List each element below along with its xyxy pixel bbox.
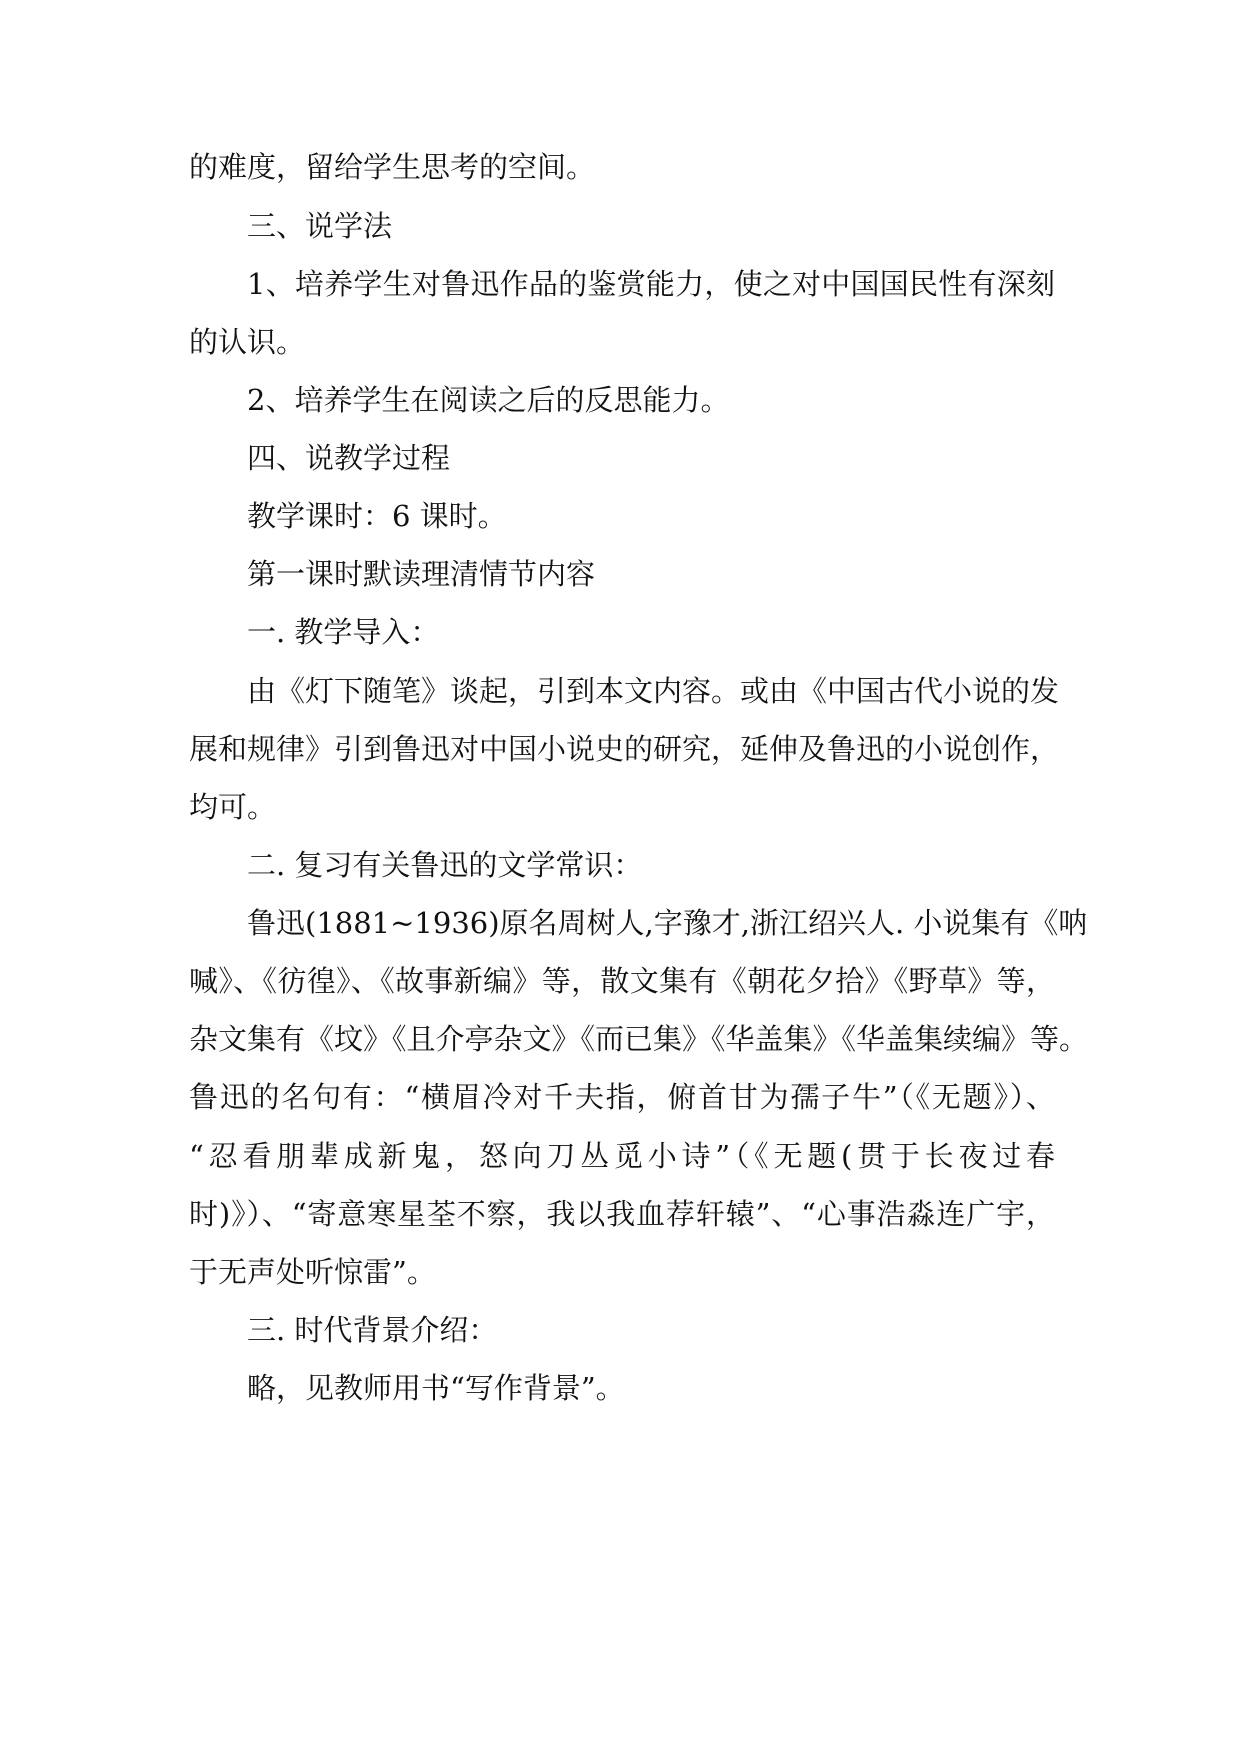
text-line: “忍看朋辈成新鬼，怒向刀丛觅小诗”（《无题(贯于长夜过春 — [189, 1139, 1055, 1173]
subsection-heading: 第一课时默读理清情节内容 — [247, 557, 596, 591]
text-line: 杂文集有《坟》《且介亭杂文》《而已集》《华盖集》《华盖集续编》等。 — [189, 1022, 1089, 1056]
subsection-heading: 三. 时代背景介绍： — [247, 1313, 498, 1347]
text-line: 鲁迅的名句有：“横眉冷对千夫指，俯首甘为孺子牛”（《无题》）、 — [189, 1080, 1055, 1114]
text-line: 喊》、《彷徨》、《故事新编》等，散文集有《朝花夕拾》《野草》等， — [189, 964, 1055, 998]
text-line: 展和规律》引到鲁迅对中国小说史的研究，延伸及鲁迅的小说创作， — [189, 732, 1060, 766]
text-line: 均可。 — [189, 790, 277, 824]
text-line: 由《灯下随笔》谈起，引到本文内容。或由《中国古代小说的发 — [247, 674, 1060, 708]
text-line: 1、培养学生对鲁迅作品的鉴赏能力，使之对中国国民性有深刻 — [247, 267, 1055, 301]
text-line: 于无声处听惊雷”。 — [189, 1255, 436, 1289]
section-heading: 三、说学法 — [247, 209, 393, 243]
section-heading: 四、说教学过程 — [247, 441, 451, 475]
text-line: 略，见教师用书“写作背景”。 — [247, 1371, 625, 1405]
text-line: 的难度，留给学生思考的空间。 — [189, 150, 596, 184]
text-line: 2、培养学生在阅读之后的反思能力。 — [247, 383, 730, 417]
subsection-heading: 一. 教学导入： — [247, 615, 440, 649]
text-line: 的认识。 — [189, 325, 306, 359]
text-line: 鲁迅(1881~1936)原名周树人,字豫才,浙江绍兴人. 小说集有《呐 — [247, 906, 1088, 940]
subsection-heading: 二. 复习有关鲁迅的文学常识： — [247, 848, 643, 882]
text-line: 教学课时：6 课时。 — [247, 499, 507, 533]
text-line: 时)》）、“寄意寒星荃不察，我以我血荐轩辕”、“心事浩淼连广宇， — [189, 1197, 1055, 1231]
